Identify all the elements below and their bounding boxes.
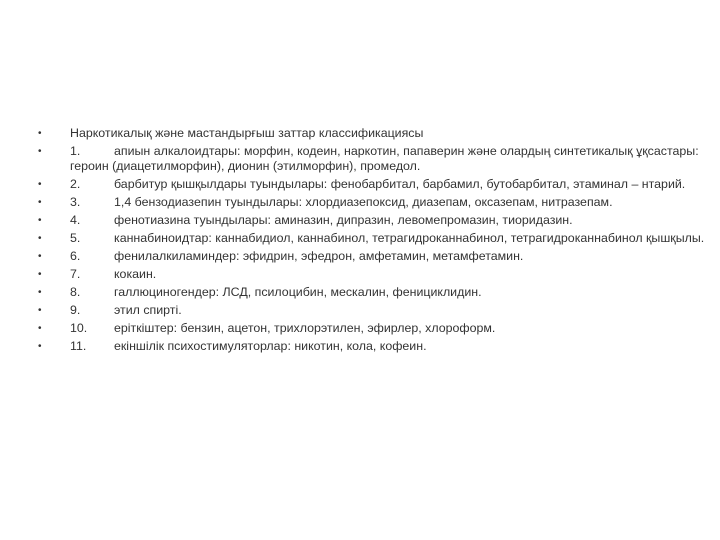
list-item-text: кокаин. xyxy=(114,267,157,281)
list-item-text: апиын алкалоидтары: морфин, кодеин, наркотин, папаверин және олардың синтетикалық ұқсастары: героин (диацетилморфин), дионин (этилморфин), промедол. xyxy=(70,144,699,173)
list-item xyxy=(38,249,710,264)
list-item xyxy=(38,177,710,192)
list-item-number: 6. xyxy=(70,249,81,263)
list-item-number: 7. xyxy=(70,267,81,281)
list-item-number: 10. xyxy=(70,321,88,335)
list-item-text: фенотиазина туындылары: аминазин, дипразин, левомепромазин, тиоридазин. xyxy=(114,213,573,227)
bullet-icon: • xyxy=(38,287,42,298)
list-item xyxy=(38,144,710,174)
bullet-icon: • xyxy=(38,233,42,244)
list-item-text: фенилалкиламиндер: эфидрин, эфедрон, амфетамин, метамфетамин. xyxy=(114,249,524,263)
bullet-icon: • xyxy=(38,197,42,208)
list-item-text: еріткіштер: бензин, ацетон, трихлорэтилен, эфирлер, хлороформ. xyxy=(114,321,496,335)
list-item xyxy=(38,321,710,336)
list-item-number: 1. xyxy=(70,144,81,158)
list-item-text: каннабиноидтар: каннабидиол, каннабинол, тетрагидроканнабинол, тетрагидроканнабинол қышқылы. xyxy=(114,231,705,245)
bullet-icon: • xyxy=(38,341,42,352)
list-item-text: 1,4 бензодиазепин туындылары: хлордиазепоксид, диазепам, оксазепам, нитразепам. xyxy=(114,195,613,209)
list-item xyxy=(38,231,710,246)
bullet-icon: • xyxy=(38,128,42,139)
list-item xyxy=(38,339,710,354)
bullet-icon: • xyxy=(38,251,42,262)
list-item-number: 2. xyxy=(70,177,81,191)
list-item-number: 9. xyxy=(70,303,81,317)
bullet-icon: • xyxy=(38,269,42,280)
list-item xyxy=(38,213,710,228)
list-item xyxy=(38,303,710,318)
list-item-number: 3. xyxy=(70,195,81,209)
list-item-text: екіншілік психостимуляторлар: никотин, кола, кофеин. xyxy=(114,339,427,353)
bullet-icon: • xyxy=(38,323,42,334)
list-item-number: 8. xyxy=(70,285,81,299)
list-item-number: 4. xyxy=(70,213,81,227)
list-item xyxy=(38,267,710,282)
bullet-list xyxy=(38,126,710,357)
bullet-icon: • xyxy=(38,179,42,190)
list-item-title xyxy=(38,126,710,141)
list-item xyxy=(38,285,710,300)
list-item-text: галлюциногендер: ЛСД, псилоцибин, мескалин, фенициклидин. xyxy=(114,285,482,299)
list-item xyxy=(38,195,710,210)
bullet-icon: • xyxy=(38,146,42,157)
list-item-number: 11. xyxy=(70,339,87,353)
list-item-text: этил спирті. xyxy=(114,303,182,317)
list-item-number: 5. xyxy=(70,231,81,245)
list-item-text: Наркотикалық және мастандырғыш заттар классификациясы xyxy=(70,126,424,140)
list-item-text: барбитур қышқылдары туындылары: фенобарбитал, барбамил, бутобарбитал, этаминал – нтарий. xyxy=(114,177,686,191)
bullet-icon: • xyxy=(38,305,42,316)
bullet-icon: • xyxy=(38,215,42,226)
